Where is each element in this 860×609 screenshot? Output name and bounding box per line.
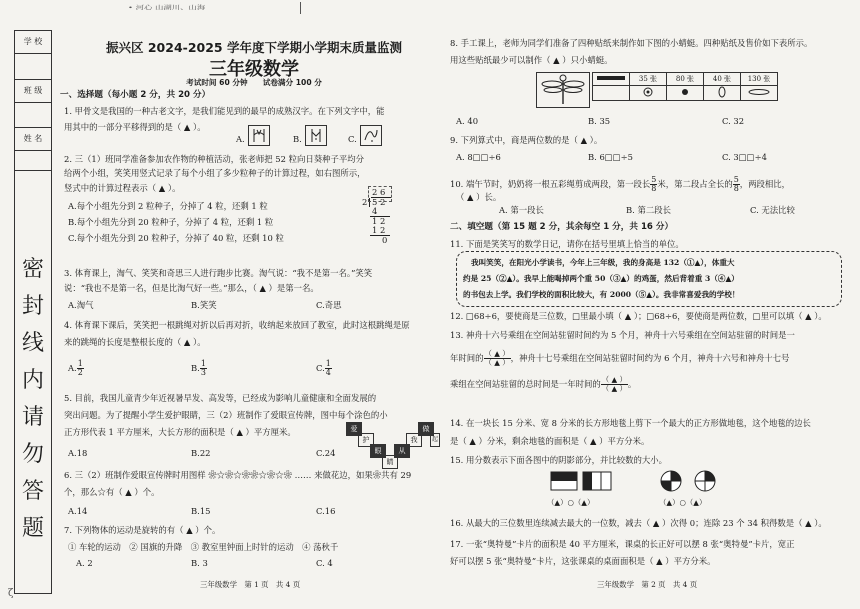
wing-sticker-icon [748,88,770,96]
sticker-circle-cell [667,86,704,101]
division-step3: 1 2 [372,225,386,235]
circle-sticker-icon [680,87,690,97]
q15-blank-1: （▲）○（▲） [547,498,595,507]
q17-line2: 好可以摆 5 张“奥特曼”卡片，这张课桌的桌面面积是（ ▲ ）平方分米。 [450,556,716,566]
q2-line3: 竖式中的计算过程表示（ ▲ ）。 [64,183,181,193]
circle-fractions-icon [659,469,731,493]
q8-opt-c: C. 32 [722,116,745,126]
bar-fractions-icon [550,470,612,492]
sign-cell-8: 起 [430,433,440,447]
q5-opt-c: C.24 [316,448,336,458]
school-cell: 学 校 [15,31,51,54]
q2-opt-b: B.每个小组先分到 20 粒种子，分掉了 4 粒，还剩 1 粒 [68,217,274,227]
q8-opt-b: B. 35 [588,116,611,126]
bar-sticker-icon [597,74,625,82]
q6-opt-b: B.15 [191,506,211,516]
q10-fraction-2: $\frac{5}{8}$ [733,175,739,193]
division-quotient: 2 6 [372,187,386,197]
name-cell: 姓 名 [15,127,51,151]
q3-opt-a: A.淘气 [68,300,94,310]
q13-line2: 年时间的 $\frac{( ▲ )}{( ▲ )}$ ，神舟十七号乘组在空间站驻留时间约为 6 个月，神舟十六号和神舟十七号 [450,349,790,367]
division-step1: 4 [372,206,378,216]
seal-char-4: 内 [21,368,44,393]
sticker-count-3: 40 张 [704,73,741,86]
diary-box [456,251,842,307]
q9-question: 9. 下列算式中，商是两位数的是（ ▲ ）。 [450,135,603,145]
corner-mark: ζ [8,588,14,599]
q1-opt-c: C. [348,134,357,144]
seal-char-5: 请 [21,405,44,430]
diary-line1: 我叫笑笑，在阳光小学读书，今年上三年级，我的身高是 132（①▲），体重大 [471,258,735,267]
section2-heading: 二、填空题（第 15 题 2 分，其余每空 1 分，共 16 分） [450,222,674,232]
sign-cell-4: 睛 [382,455,398,469]
q9-opt-a: A. 8□□÷6 [456,152,501,162]
q11-question: 11. 下面是笑笑写的数学日记，请你在括号里填上恰当的单位。 [450,239,684,249]
q4-opt-c: C. $\frac{1}{4}$ [316,359,331,377]
seal-char-2: 封 [21,294,44,319]
q6-opt-a: A.14 [68,506,88,516]
q8-line1: 8. 手工课上，老师为同学们准备了四种贴纸来制作如下图的小蜻蜓。四种贴纸及售价如下表所示。 [450,38,813,48]
q2-line1: 2. 三（1）班同学准备参加农作物的种植活动，张老师把 52 粒向日葵种子平均分 [64,154,364,164]
q13-line3: 乘组在空间站驻留的总时间是一年时间的 $\frac{( ▲ )}{( ▲ )}$ 。 [450,375,637,393]
q14-line2: 是（ ▲ ）分米，剩余地毯的面积是（ ▲ ）平方分米。 [450,436,650,446]
seal-char-6: 勿 [21,442,44,467]
scan-mark [300,2,301,14]
q14-line1: 14. 在一块长 15 分米、宽 8 分米的长方形地毯上剪下一个最大的正方形做地毯，这个地毯的边长 [450,418,811,428]
left-footer: 三年级数学 第 1 页 共 4 页 [200,580,301,589]
sticker-count-1: 35 张 [630,73,667,86]
sticker-count-2: 80 张 [667,73,704,86]
sign-cell-1: 爱 [346,422,362,436]
q13-blank-fraction-1: $\frac{( ▲ )}{( ▲ )}$ [484,349,510,367]
diary-line3: 的书包去上学。我们学校的面积比较大，有 2000（⑤▲）。我非常喜爱我的学校！ [463,290,740,299]
sign-cell-7: 做 [418,422,434,436]
top-scribble: • 河心 山湖川、山海 [128,3,206,11]
sign-cell-2: 护 [358,433,374,447]
class-blank [15,102,51,126]
q7-opt-b: B. 3 [191,558,208,568]
division-dividend: 5 2 [372,197,386,207]
sticker-blank [593,86,630,101]
oracle-glyph-b-icon [305,125,327,146]
q10-opt-b: B. 第二段长 [626,205,671,215]
q4-opt-a: A. $\frac{1}{2}$ [68,359,83,377]
ring-sticker-icon [717,86,727,98]
q10-line1: 10. 端午节时，奶奶将一根五彩绳剪成两段，第一段长 $\frac{5}{8}$ 米，第二段占全长的 $\frac{5}{8}$ ，两段相比， [450,175,791,193]
diary-line2: 约是 25（②▲）。我早上能喝掉两个重 50（③▲）的鸡蛋，然后背着重 3（④▲） [463,274,739,283]
q1-line2: 用其中的一部分平移得到的是（ ▲ ）。 [64,122,206,132]
q1-opt-a: A. [236,134,245,144]
q8-opt-a: A. 40 [456,116,479,126]
q1-opt-b: B. [293,134,302,144]
q1-line1: 1. 甲骨文是我国的一种古老文字，是我们能见到的最早的成熟汉字。在下列文字中，能 [64,106,385,116]
oracle-glyph-a-icon [248,125,270,146]
q9-opt-b: B. 6□□÷5 [588,152,633,162]
school-blank [15,54,51,78]
right-footer: 三年级数学 第 2 页 共 4 页 [597,580,698,589]
q5-opt-b: B.22 [191,448,211,458]
eye-care-sign-figure [346,422,438,468]
q15-figure-1 [550,470,612,492]
q10-line2: （ ▲ ）长。 [456,192,502,202]
subject-title: 三年级数学 [209,59,299,80]
q10-opt-a: A. 第一段长 [499,205,544,215]
q8-line2: 用这些贴纸最少可以制作（ ▲ ）只小蜻蜓。 [450,55,613,65]
q16-question: 16. 从最大的三位数里连续减去最大的一位数，减去（ ▲ ）次得 0；连除 23 个 34 积得数是（ ▲ ）。 [450,518,827,528]
division-remainder: 0 [382,235,388,245]
sign-cell-3: 眼 [370,444,386,458]
q5-line3: 正方形代表 1 平方厘米，大长方形的面积是（ ▲ ）平方厘米。 [64,427,296,437]
q7-question: 7. 下列物体的运动是旋转的有（ ▲ ）个。 [64,525,221,535]
sign-cell-5: 从 [394,444,410,458]
q10-fraction-1: $\frac{5}{8}$ [651,175,657,193]
q6-line2: 个，那么☆有（ ▲ ）个。 [64,487,160,497]
q4-opt-b: B. $\frac{1}{3}$ [191,359,206,377]
section1-heading: 一、选择题（每小题 2 分，共 20 分） [60,90,211,100]
division-divisor: 2 [362,197,368,207]
seal-char-3: 线 [21,331,44,356]
class-cell: 班 级 [15,79,51,103]
q3-line1: 3. 体育课上，淘气、笑笑和奇思三人进行跑步比赛。淘气说：“我不是第一名。”笑笑 [64,268,373,278]
eye-sticker-icon [643,87,653,97]
q6-opt-c: C.16 [316,506,336,516]
q12-question: 12. □68÷6，要使商是三位数，□里最小填（ ▲ ）；□68÷6，要使商是两位数，□里可以填（ ▲ ）。 [450,311,827,321]
q2-opt-c: C.每个小组先分到 20 粒种子，分掉了 40 粒，还剩 10 粒 [68,233,284,243]
name-blank [15,150,51,171]
q2-line2: 给两个小组，笑笑用竖式记录了每个小组了多少粒种子的计算过程，如右图所示， [64,168,366,178]
q5-line1: 5. 目前，我国儿童青少年近视暑早发、高发等，已经成为影响儿童健康和全面发展的 [64,393,377,403]
q3-opt-b: B.笑笑 [191,300,217,310]
q15-question: 15. 用分数表示下面各图中的阴影部分，并比较数的大小。 [450,455,667,465]
q15-blank-2: （▲）○（▲） [659,498,707,507]
q7-items: ① 车轮的运动 ② 国旗的升降 ③ 教室里钟面上时针的运动 ④ 荡秋千 [68,542,339,552]
sticker-ring-cell [704,86,741,101]
binding-strip [14,30,52,594]
division-step2: 1 2 [372,216,386,226]
q3-line2: 说：“我也不是第一名，但是比淘气好一些。”那么，（ ▲ ）是第一名。 [64,283,319,293]
dragonfly-box [536,72,590,108]
q4-line1: 4. 体育课下课后，笑笑把一根跳绳对折以后再对折，收纳起来放回了教室，此时这根跳绳是原 [64,320,410,330]
seal-char-8: 题 [21,516,44,541]
exam-info: 考试时间 60 分钟 试卷满分 100 分 [186,78,322,87]
q6-line1: 6. 三（2）班制作爱眼宣传牌时用图样 ❀☆❀☆❀❀☆❀☆❀ …… 来做花边，如果❀共有 29 [64,470,412,480]
q15-figure-2 [659,469,731,493]
q4-line2: 来的跳绳的长度是整根长度的（ ▲ ）。 [64,337,206,347]
long-division-figure [360,188,396,258]
oracle-glyph-c-icon [360,125,382,146]
q2-opt-a: A.每个小组先分到 2 粒种子，分掉了 4 粒，还剩 1 粒 [68,201,268,211]
seal-char-7: 答 [21,479,44,504]
sticker-table [592,72,778,101]
q13-blank-fraction-2: $\frac{( ▲ )}{( ▲ )}$ [601,375,627,393]
q10-opt-c: C. 无法比较 [750,205,795,215]
q5-opt-a: A.18 [68,448,88,458]
sticker-eye-cell [630,86,667,101]
sticker-wing-cell [741,86,778,101]
q9-opt-c: C. 3□□÷4 [722,152,767,162]
sticker-bar-cell [593,73,630,86]
q7-opt-a: A. 2 [76,558,93,568]
q17-line1: 17. 一张“奥特曼”卡片的面积是 40 平方厘米，课桌的长正好可以摆 8 张“奥特曼”卡片，宽正 [450,539,795,549]
division-dashed-box [368,186,392,202]
q7-opt-c: C. 4 [316,558,333,568]
q5-line2: 突出问题。为了提醒小学生爱护眼睛，三（2）班制作了爱眼宣传牌，图中每个涂色的小 [64,410,388,420]
sign-cell-6: 我 [406,433,422,447]
exam-title: 振兴区 2024-2025 学年度下学期小学期末质量监测 [106,40,402,55]
q13-line1: 13. 神舟十六号乘组在空间站驻留时间约为 5 个月，神舟十六号乘组在空间站驻留的时间是一 [450,330,795,340]
sticker-count-4: 130 张 [741,73,778,86]
dragonfly-icon [537,73,589,107]
q3-opt-c: C.奇思 [316,300,342,310]
seal-char-1: 密 [21,257,44,282]
